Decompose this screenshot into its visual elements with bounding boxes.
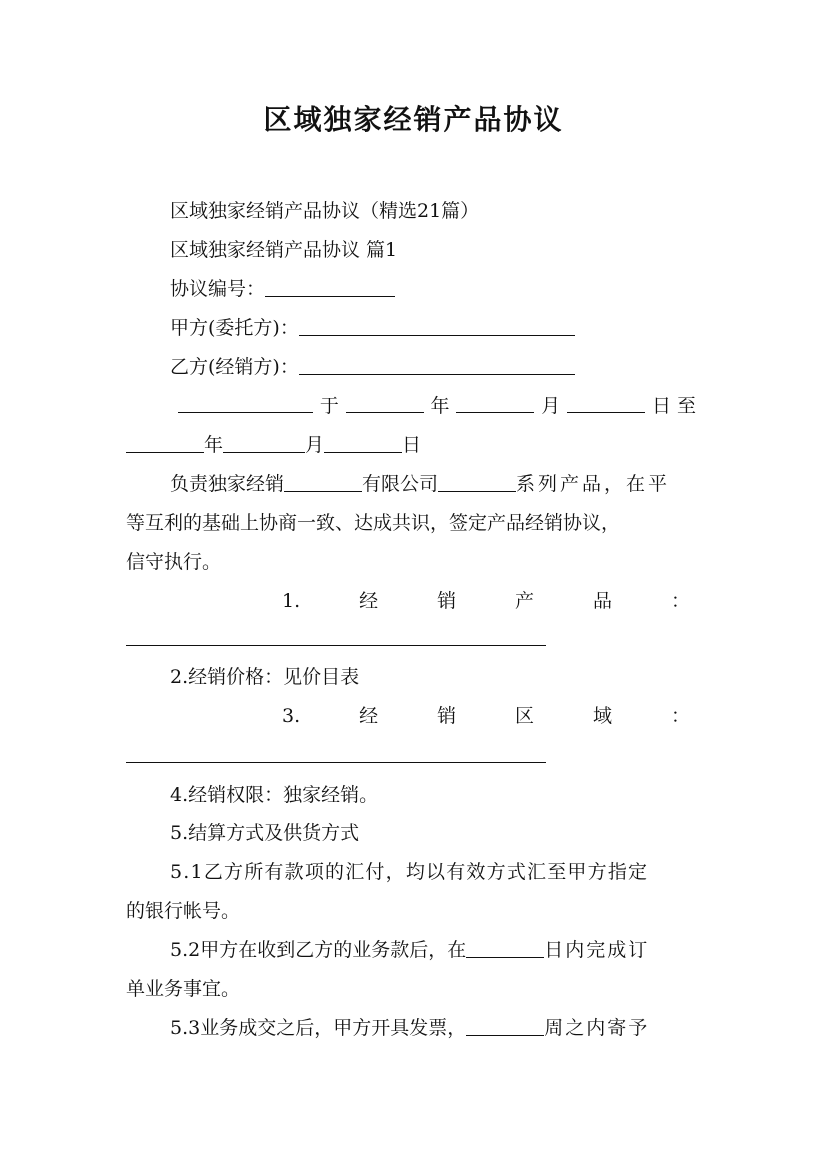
item-3-text: 经 (359, 705, 379, 727)
series-blank (438, 473, 516, 492)
date-blank (567, 394, 645, 413)
document-title: 区域独家经销产品协议 (263, 103, 564, 136)
item-5-1-line-1: 5.1乙方所有款项的汇付，均以有效方式汇至甲方指定 (170, 861, 649, 883)
date-yue: 月 (541, 395, 561, 417)
intro-text: 负责独家经销 (170, 473, 285, 495)
weeks-blank (466, 1017, 544, 1036)
item-5-2-text: 5.2甲方在收到乙方的业务款后，在 (170, 939, 467, 961)
item-3-text: 3. (282, 705, 301, 727)
date-yue-2: 月 (305, 434, 325, 456)
item-1-text: 产 (515, 590, 535, 612)
date-nian: 年 (430, 395, 450, 417)
item-1-blank (126, 645, 546, 646)
agreement-number-line (170, 277, 702, 301)
item-4: 4.经销权限：独家经销。 (170, 784, 379, 806)
date-blank (126, 434, 204, 453)
item-3-text: 区 (515, 705, 535, 727)
item-5-3-text: 5.3业务成交之后，甲方开具发票， (170, 1017, 467, 1039)
item-5-2-line-1 (170, 938, 702, 962)
date-blank (346, 394, 424, 413)
date-nian-2: 年 (204, 434, 224, 456)
agreement-number-label: 协议编号： (170, 278, 266, 300)
party-b-label: 乙方(经销方)： (170, 356, 299, 378)
item-1-text: 经 (359, 590, 379, 612)
date-blank (456, 394, 534, 413)
agreement-number-blank (265, 278, 395, 297)
item-2: 2.经销价格：见价目表 (170, 666, 360, 688)
company-blank (284, 473, 362, 492)
item-1-text: 销 (437, 590, 457, 612)
date-blank (223, 434, 305, 453)
item-3-text: 域 (593, 705, 613, 727)
date-ri-2: 日 (402, 434, 422, 456)
section-heading: 区域独家经销产品协议 篇1 (170, 239, 398, 261)
party-b-line (170, 355, 702, 379)
intro-line-3: 信守执行。 (126, 551, 222, 573)
item-5: 5.结算方式及供货方式 (170, 822, 360, 844)
date-blank (324, 434, 402, 453)
item-3-blank (126, 762, 546, 763)
intro-line-2: 等互利的基础上协商一致、达成共识，签定产品经销协议， (126, 512, 621, 534)
date-ri-zhi: 日至 (651, 395, 702, 417)
item-3-text: ： (670, 705, 690, 727)
date-blank (178, 394, 313, 413)
item-5-3-text: 周之内寄予 (544, 1017, 650, 1039)
item-1-text: 品 (593, 590, 613, 612)
intro-text: 有限公司 (362, 473, 439, 495)
party-a-label: 甲方(委托方)： (170, 317, 299, 339)
date-line-1 (178, 394, 702, 418)
intro-line-1 (170, 472, 702, 496)
item-5-3-line-1 (170, 1016, 702, 1040)
item-1-text: 1. (282, 590, 301, 612)
date-yu: 于 (319, 395, 339, 417)
item-5-2-line-2: 单业务事宜。 (126, 978, 241, 1000)
item-5-2-text: 日内完成订 (544, 939, 650, 961)
date-line-2 (126, 433, 702, 457)
party-a-line (170, 316, 702, 340)
days-blank (466, 939, 544, 958)
item-1-line (282, 589, 690, 613)
subtitle: 区域独家经销产品协议（精选21篇） (170, 200, 480, 222)
item-5-1-line-2: 的银行帐号。 (126, 900, 241, 922)
item-3-line (282, 704, 690, 728)
party-b-blank (299, 356, 575, 375)
item-3-text: 销 (437, 705, 457, 727)
party-a-blank (299, 317, 575, 336)
item-1-text: ： (670, 590, 690, 612)
intro-text: 系列产品，在平 (516, 473, 671, 495)
